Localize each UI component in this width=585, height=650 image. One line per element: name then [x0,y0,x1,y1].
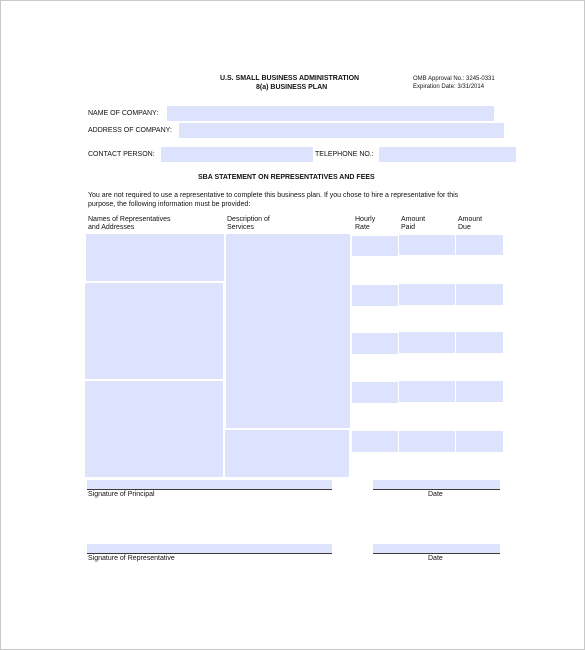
header-description-line2: Services [227,224,254,231]
header-names-line1: Names of Representatives [88,216,171,223]
principal-date-rule [373,489,500,490]
header-rate-line2: Rate [355,224,370,231]
hourly-rate-field[interactable] [352,382,398,403]
principal-date-label: Date [428,491,443,498]
header-names [88,216,170,232]
header-names-line2: and Addresses [88,224,135,231]
company-name-field[interactable] [167,106,494,121]
omb-approval: OMB Approval No.: 3245-0331 [413,76,495,82]
representative-name-field[interactable] [85,283,223,379]
header-rate-line1: Hourly [355,216,376,223]
hourly-rate-field[interactable] [352,333,398,354]
header-due-line2: Due [458,224,471,231]
amount-paid-field[interactable] [399,381,455,402]
header-description [227,216,270,232]
form-subtitle: 8(a) BUSINESS PLAN [256,84,328,91]
header-description-line1: Description of [227,216,270,223]
agency-title: U.S. SMALL BUSINESS ADMINISTRATION [220,75,360,82]
statement-line-1: You are not required to use a representative to complete this business plan. If you chose to hire a representative for this [88,192,459,199]
header-paid-line2: Paid [401,224,416,231]
service-description-field[interactable] [226,234,350,428]
header-paid-line1: Amount [401,216,426,223]
company-address-field[interactable] [179,123,504,138]
amount-due-field[interactable] [456,235,503,255]
principal-signature-label: Signature of Principal [88,491,155,498]
amount-due-field[interactable] [456,284,503,305]
amount-due-field[interactable] [456,332,503,353]
amount-paid-field[interactable] [399,431,455,452]
hourly-rate-field[interactable] [352,431,398,452]
principal-signature-field[interactable] [87,480,332,489]
representative-date-label: Date [428,555,443,562]
header-amount-due [458,216,482,232]
amount-paid-field[interactable] [399,284,455,305]
principal-date-field[interactable] [373,480,500,489]
representative-name-field[interactable] [86,234,224,281]
company-name-label: NAME OF COMPANY: [88,110,159,117]
amount-paid-field[interactable] [399,235,455,255]
representative-date-rule [373,553,500,554]
principal-signature-rule [87,489,332,490]
header-due-line1: Amount [458,216,483,223]
header-hourly-rate [355,216,375,232]
service-description-field[interactable] [225,430,349,477]
hourly-rate-field[interactable] [352,236,398,256]
statement-title: SBA STATEMENT ON REPRESENTATIVES AND FEES [198,174,375,181]
representative-date-field[interactable] [373,544,500,553]
telephone-label: TELEPHONE NO.: [315,151,374,158]
representative-name-field[interactable] [85,381,223,477]
representative-signature-label: Signature of Representative [88,555,175,562]
representative-signature-field[interactable] [87,544,332,553]
amount-paid-field[interactable] [399,332,455,353]
statement-line-2: purpose, the following information must be provided: [88,201,251,208]
contact-person-field[interactable] [161,147,313,162]
representative-signature-rule [87,553,332,554]
statement-paragraph [88,191,508,209]
amount-due-field[interactable] [456,431,503,452]
expiration-date: Expiration Date: 3/31/2014 [413,84,485,90]
contact-person-label: CONTACT PERSON: [88,151,155,158]
telephone-field[interactable] [379,147,516,162]
hourly-rate-field[interactable] [352,285,398,306]
company-address-label: ADDRESS OF COMPANY: [88,127,172,134]
amount-due-field[interactable] [456,381,503,402]
header-amount-paid [401,216,425,232]
